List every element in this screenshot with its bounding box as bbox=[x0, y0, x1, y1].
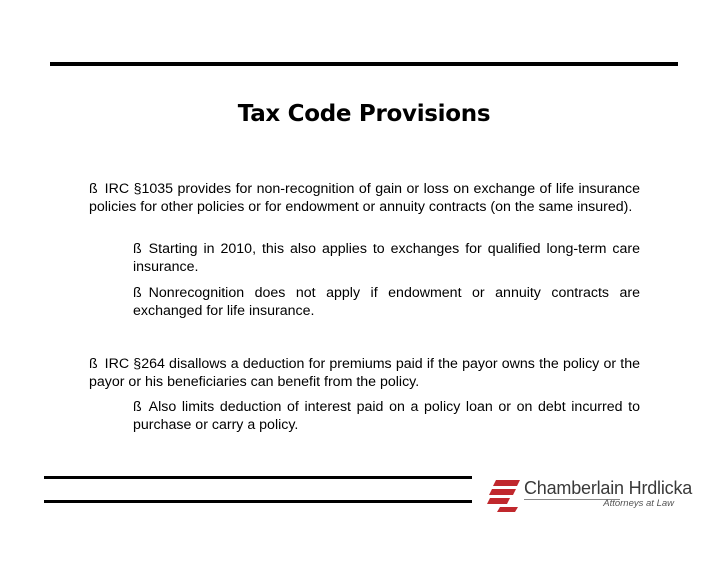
slide-title: Tax Code Provisions bbox=[237, 101, 491, 127]
top-divider bbox=[50, 62, 678, 66]
bullet-glyph: ß bbox=[89, 356, 98, 372]
bottom-divider-lower bbox=[44, 500, 472, 503]
sub-bullet-item bbox=[133, 284, 640, 320]
firm-tagline: Attorneys at Law bbox=[603, 498, 674, 509]
bullet-item bbox=[89, 180, 640, 216]
sub-bullet-item bbox=[133, 240, 640, 276]
bullet-text: Starting in 2010, this also applies to exchanges for qualified long-term care insurance. bbox=[133, 241, 640, 275]
firm-logo bbox=[486, 476, 693, 516]
bullet-text: Also limits deduction of interest paid on a policy loan or on debt incurred to purchase or carry a policy. bbox=[133, 399, 640, 433]
firm-name: Chamberlain Hrdlicka bbox=[524, 478, 693, 498]
bullet-text: IRC §1035 provides for non-recognition of gain or loss on exchange of life insurance policies for other policies or for endowment or annuity contracts (on the same insured). bbox=[89, 181, 640, 215]
bullet-text: Nonrecognition does not apply if endowment or annuity contracts are exchanged for life insurance. bbox=[133, 285, 640, 319]
bottom-divider-upper bbox=[44, 476, 472, 479]
firm-logo-mark-icon bbox=[486, 478, 522, 512]
bullet-glyph: ß bbox=[133, 285, 142, 301]
bullet-glyph: ß bbox=[133, 241, 142, 257]
bullet-text: IRC §264 disallows a deduction for premiums paid if the payor owns the policy or the payor or his beneficiaries can benefit from the policy. bbox=[89, 356, 640, 390]
bullet-glyph: ß bbox=[89, 181, 98, 197]
sub-bullet-item bbox=[133, 398, 640, 434]
bullet-glyph: ß bbox=[133, 399, 142, 415]
bullet-item bbox=[89, 355, 640, 391]
